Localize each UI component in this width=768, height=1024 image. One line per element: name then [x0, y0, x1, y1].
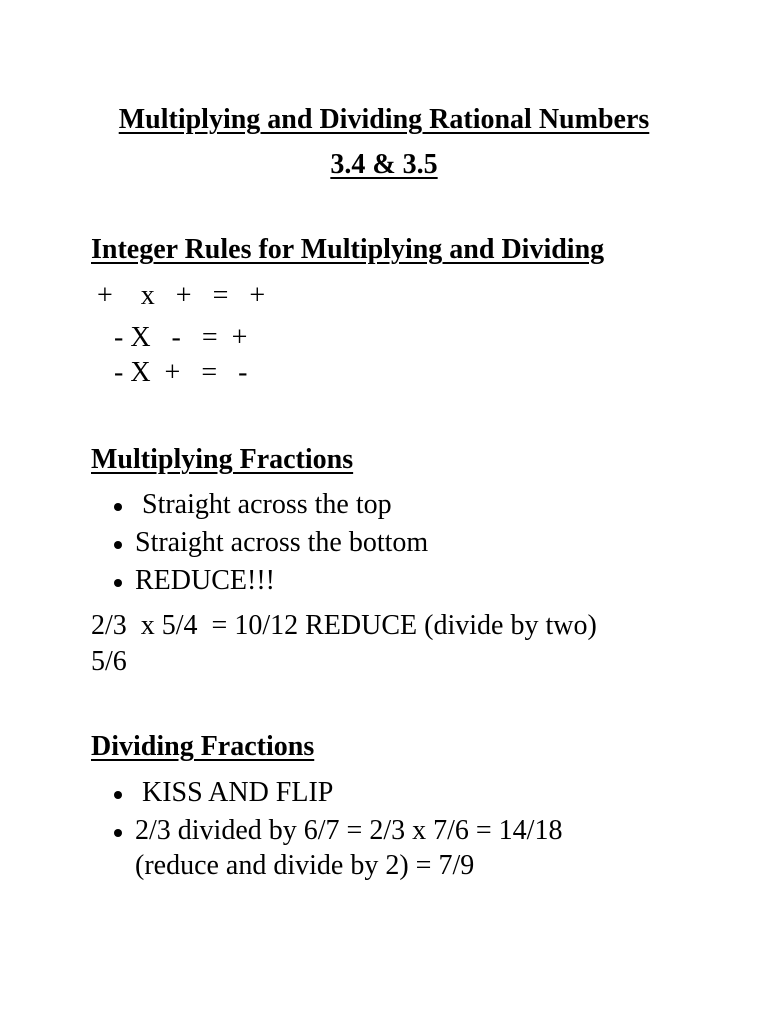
multiply-bullet-2: Straight across the bottom	[135, 527, 429, 558]
multiply-example-line-1: 2/3 x 5/4 = 10/12 REDUCE (divide by two)	[91, 610, 597, 641]
bullet-dot	[114, 829, 122, 837]
multiplying-fractions-heading: Multiplying Fractions	[91, 444, 354, 475]
integer-rule-3: - X + = -	[114, 357, 248, 388]
integer-rules-heading: Integer Rules for Multiplying and Dividing	[91, 234, 605, 265]
bullet-dot	[114, 503, 122, 511]
multiply-bullet-3: REDUCE!!!	[135, 565, 275, 596]
integer-rule-1: + x + = +	[97, 280, 266, 311]
divide-bullet-1: KISS AND FLIP	[135, 777, 334, 808]
multiply-example-line-2: 5/6	[91, 646, 127, 677]
bullet-dot	[114, 791, 122, 799]
bullet-dot	[114, 541, 122, 549]
integer-rule-2: - X - = +	[114, 322, 248, 353]
divide-bullet-2: 2/3 divided by 6/7 = 2/3 x 7/6 = 14/18	[135, 815, 563, 846]
bullet-dot	[114, 579, 122, 587]
divide-bullet-2-continuation: (reduce and divide by 2) = 7/9	[135, 850, 475, 881]
multiply-bullet-1: Straight across the top	[135, 489, 392, 520]
document-title: Multiplying and Dividing Rational Numbers	[118, 104, 650, 135]
document-subtitle: 3.4 & 3.5	[330, 149, 438, 180]
dividing-fractions-heading: Dividing Fractions	[91, 731, 315, 762]
